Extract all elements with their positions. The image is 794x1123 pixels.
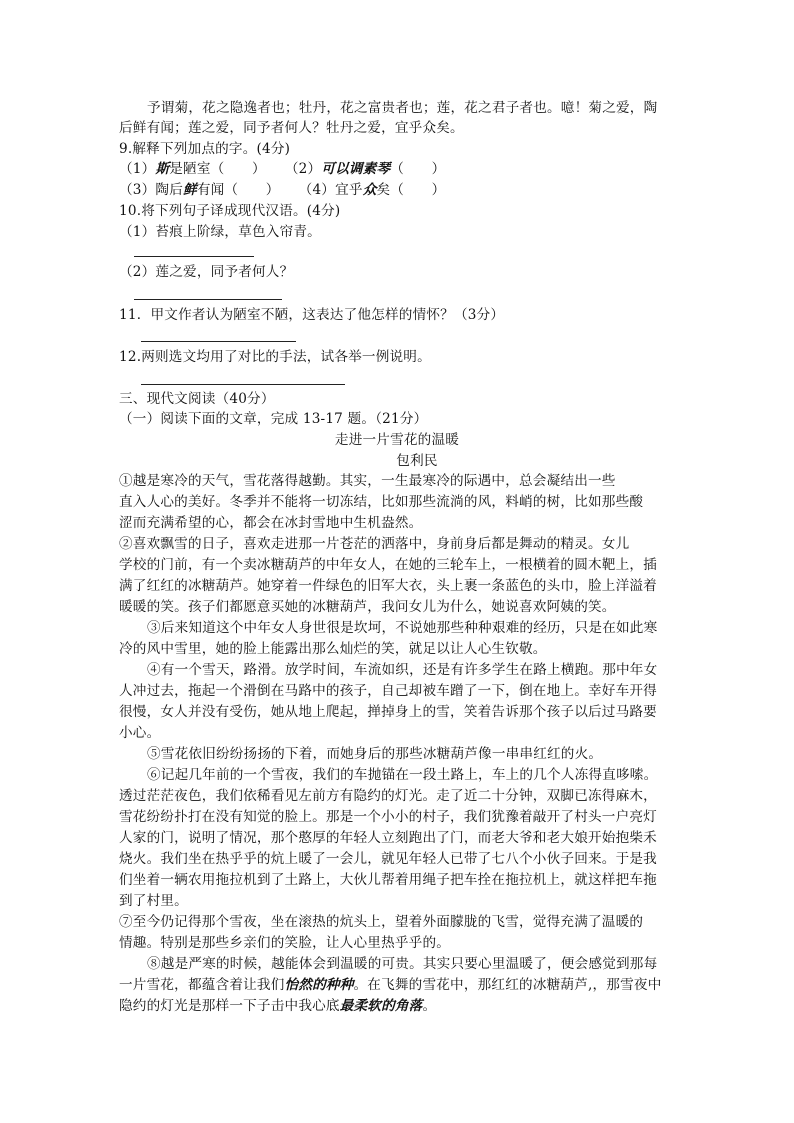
dotted-word: 斯 (155, 161, 170, 177)
paragraph-line: ①越是寒冷的天气，雪花落得越勤。其实，一生最寒冷的际遇中，总会凝结出一些 (119, 473, 616, 489)
dotted-word: 鲜 (183, 182, 197, 198)
q10-title: 10.将下列句子译成现代汉语。(4分) (119, 203, 341, 219)
paragraph-line: 很慢，女人并没有受伤，她从地上爬起，掸掉身上的雪，笑着告诉那个孩子以后过马路要 (119, 704, 657, 720)
paragraph-line: 学校的门前，有一个卖冰糖葫芦的中年女人，在她的三轮车上，一根横着的圆木靶上，插 (119, 557, 657, 573)
answer-line[interactable] (134, 299, 282, 300)
section-title: 三、现代文阅读（40分） (119, 391, 275, 407)
paragraph-line: 人家的门，说明了情况，那个憨厚的年轻人立刻跑出了门，而老大爷和老大娘开始抱柴禾 (119, 830, 657, 846)
section-subtitle: （一）阅读下面的文章，完成 13-17 题。（21分） (119, 411, 428, 427)
q11-title: 11．甲文作者认为陋室不陋，这表达了他怎样的情怀？（3分） (119, 307, 505, 323)
q12-title: 12.两则选文均用了对比的手法，试各举一例说明。 (119, 349, 431, 365)
article-title: 走进一片雪花的温暖 (334, 432, 460, 448)
emphasized-phrase: 怡然的种种 (284, 977, 354, 993)
article-author: 包利民 (396, 453, 438, 469)
passage-line: 予谓菊，花之隐逸者也；牡丹，花之富贵者也；莲，花之君子者也。噫！菊之爱，陶 (147, 100, 658, 116)
paragraph-line: ③后来知道这个中年女人身世很是坎坷，不说她那些种种艰难的经历，只是在如此寒 (147, 620, 658, 636)
paragraph-line: 暖暖的笑。孩子们都愿意买她的冰糖葫芦，我问女儿为什么，她说喜欢阿姨的笑。 (119, 599, 616, 615)
paragraph-line: 雪花纷纷扑打在没有知觉的脸上。那是一个小小的村子，我们犹豫着敲开了村头一户亮灯 (119, 809, 657, 825)
paragraph-line: 直入人心的美好。冬季并不能将一切冻结，比如那些流淌的风，料峭的树，比如那些酸 (119, 494, 644, 510)
dotted-word: 众 (362, 182, 377, 198)
paragraph-line: ⑧越是严寒的时候，越能体会到温暖的可贵。其实只要心里温暖了，便会感觉到那每 (147, 956, 658, 972)
paragraph-line: 涩而充满希望的心，都会在冰封雪地中生机盎然。 (119, 515, 423, 531)
answer-line[interactable] (141, 384, 345, 385)
paragraph-line: 到了村里。 (119, 893, 188, 909)
q9-title: 9.解释下列加点的字。(4分) (119, 141, 291, 157)
paragraph-line: 情趣。特别是那些乡亲们的笑脸，让人心里热乎乎的。 (119, 935, 451, 951)
answer-line[interactable] (134, 256, 254, 257)
emphasized-phrase: 最柔软的角落 (339, 998, 423, 1014)
q10-sentence-1: （1）苔痕上阶绿，草色入帘青。 (119, 224, 321, 240)
paragraph-line: 人冲过去，拖起一个滑倒在马路中的孩子，自己却被车蹭了一下，倒在地上。幸好车开得 (119, 683, 657, 699)
answer-line[interactable] (141, 341, 296, 342)
passage-line: 后鲜有闻；莲之爱，同予者何人？牡丹之爱，宜乎众矣。 (119, 120, 464, 136)
paragraph-line: 冷的风中雪里，她的脸上能露出那么灿烂的笑，就足以让人心生钦敬。 (119, 641, 547, 657)
paragraph-line: 们坐着一辆农用拖拉机到了土路上，大伙儿帮着用绳子把车拴在拖拉机上，就这样把车拖 (119, 872, 657, 888)
paragraph-line: 小心。 (119, 725, 161, 741)
paragraph-line: 一片雪花，都蕴含着让我们怡然的种种。在飞舞的雪花中，那红红的冰糖葫芦,，那雪夜中 (119, 977, 662, 993)
paragraph-line: 透过茫茫夜色，我们依稀看见左前方有隐约的灯光。走了近二十分钟，双脚已冻得麻木， (119, 788, 657, 804)
q10-sentence-2: （2）莲之爱，同予者何人？ (119, 264, 294, 280)
paragraph-line: ⑦至今仍记得那个雪夜，坐在滚热的炕头上，望着外面朦胧的飞雪，觉得充满了温暖的 (119, 914, 644, 930)
paragraph-line: ②喜欢飘雪的日子，喜欢走进那一片苍茫的洒落中，身前身后都是舞动的精灵。女儿 (119, 536, 630, 552)
paragraph-line: ⑥记起几年前的一个雪夜，我们的车抛锚在一段土路上，车上的几个人冻得直哆嗦。 (147, 767, 658, 783)
paragraph-line: ④有一个雪天，路滑。放学时间，车流如织，还是有许多学生在路上横跑。那中年女 (147, 662, 658, 678)
paragraph-line: ⑤雪花依旧纷纷扬扬的下着，而她身后的那些冰糖葫芦像一串串红红的火。 (147, 746, 603, 762)
q9-row2: （3）陶后鲜有闻（ ） （4）宜乎众矣（ ） (119, 182, 446, 198)
q9-row1: （1）斯是陋室（ ） （2）可以调素琴（ ） (119, 161, 446, 177)
paragraph-line: 满了红红的冰糖葫芦。她穿着一件绿色的旧军大衣，头上裹一条蓝色的头巾，脸上洋溢着 (119, 578, 657, 594)
paragraph-line: 烧火。我们坐在热乎乎的炕上暖了一会儿，就见年轻人已带了七八个小伙子回来。于是我 (119, 851, 657, 867)
dotted-word: 可以调素琴 (321, 161, 391, 177)
paragraph-line: 隐约的灯光是那样一下子击中我心底最柔软的角落。 (119, 998, 437, 1014)
